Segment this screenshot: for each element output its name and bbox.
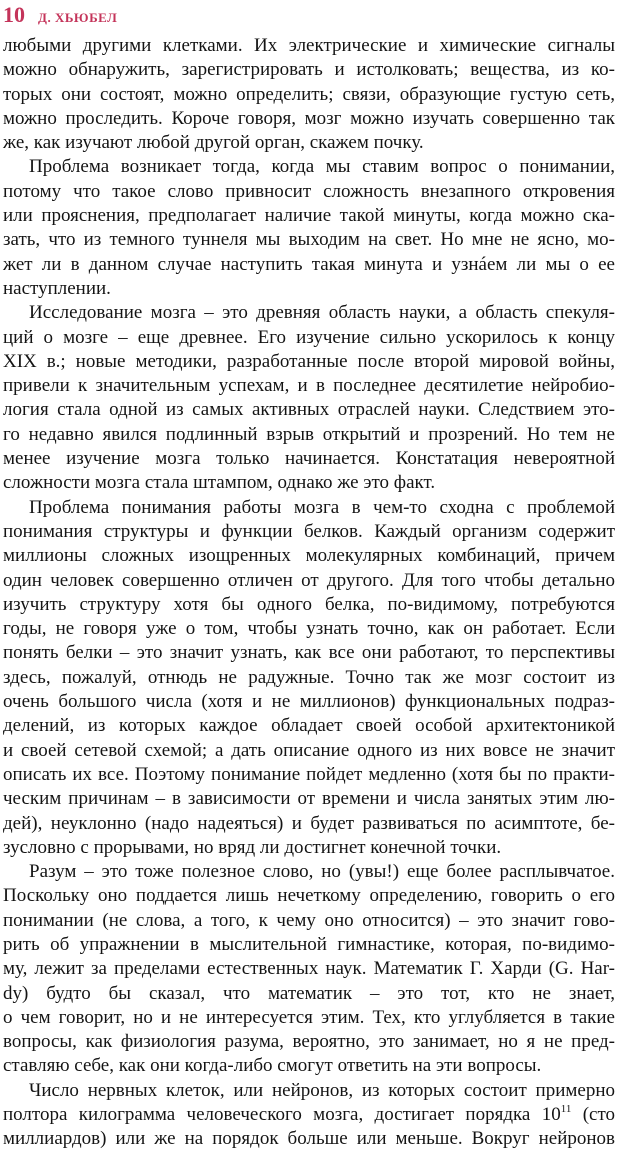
text-line: миллионы сложных изощренных молекулярных комбинаций, причем [3,545,615,567]
text-line: один человек совершенно отличен от другого. Для того чтобы детально [3,569,615,591]
text-line: Поскольку оно поддается лишь нечеткому определению, говорить о его [3,885,615,907]
text-line: dy) будто бы сказал, что математик – это тот, кто не знает, [3,982,615,1004]
page-number: 10 [3,2,25,27]
text-line: или прояснения, предполагает наличие такой минуты, когда можно ска- [3,205,615,227]
text-line: торых они состоят, можно определить; связи, образующие густую сеть, [3,83,615,105]
text-line: логия стала одной из самых активных отраслей науки. Следствием это- [3,399,615,421]
text-line: Число нервных клеток, или нейронов, из которых состоит примерно [29,1079,615,1101]
exponent-power: 11 [560,1103,572,1116]
text-line: понимании (не слова, а того, к чему оно относится) – это значит гово- [3,909,615,931]
text-line: делений, из которых каждое обладает своей особой архитектоникой [3,715,615,737]
text-line: очень большого числа (хотя и не миллионов) функциональных подраз- [3,691,615,713]
text-line: сложности мозга стала штампом, однако же это факт. [3,472,436,494]
text-line: можно обнаружить, зарегистрировать и истолковать; вещества, из ко- [3,59,615,81]
text-line: ций о мозге – еще древнее. Его изучение сильно ускорилось к концу [3,326,615,348]
text-line: наступлении. [3,277,111,299]
line-text-tail: (сто [582,1104,616,1126]
text-line: можно проследить. Короче говоря, мозг можно изучать совершенно так [3,107,615,129]
text-line: ставляю себе, как они когда-либо смогут ответить на эти вопросы. [3,1055,542,1077]
text-line: Разум – это тоже полезное слово, но (увы!) еще более расплывчатое. [29,861,615,883]
text-line: Проблема возникает тогда, когда мы ставим вопрос о понимании, [29,156,615,178]
text-line: здесь, пожалуй, отнюдь не радужные. Точно так же мозг состоит из [3,666,615,688]
exponent-base: 10 [541,1104,561,1126]
text-line: му, лежит за пределами естественных наук. Математик Г. Харди (G. Har- [3,958,615,980]
text-line: понять белки – это значит узнать, как все они работают, то перспективы [3,642,615,664]
text-line: привели к значительным успехам, и в последнее десятилетие нейробио- [3,375,615,397]
text-line: любыми другими клетками. Их электрические и химические сигналы [3,35,615,56]
text-line: Проблема понимания работы мозга в чем-то сходна с проблемой [29,496,615,518]
text-line: описать их все. Поэтому понимание пойдет медленно (хотя бы по практи- [3,763,615,785]
text-line: Исследование мозга – это древняя область науки, а область спекуля- [29,302,615,324]
text-line: зать, что из темного туннеля мы выходим на свет. Но мне не ясно, мо- [3,229,615,251]
text-line: миллиардов) или же на порядок больше или меньше. Вокруг нейронов [3,1128,615,1150]
text-line: жет ли в данном случае наступить такая минута и узнáем ли мы о ее [3,253,615,275]
text-line: изучить структуру хотя бы одного белка, по-видимому, потребуются [3,593,615,615]
running-head-author: Д. ХЬЮБЕЛ [38,10,118,25]
running-head [3,4,117,26]
text-line: понимания структуры и функции белков. Каждый организм содержит [3,520,615,542]
line-text: полтора килограмма человеческого мозга, достигает порядка [3,1104,531,1126]
body-text [3,34,615,1152]
text-line: рить об упражнении в мыслительной гимнастике, которая, по-видимо- [3,933,615,955]
text-line: го недавно явился подлинный взрыв открытий и прозрений. Но тем не [3,423,615,445]
text-line: вопросы, как физиология разума, вероятно, это занимает, но я не пред- [3,1031,615,1053]
text-line: зусловно с прорывами, но вряд ли достигнет конечной точки. [3,836,502,858]
text-line: ческим причинам – в зависимости от времени и числа занятых этим лю- [3,788,615,810]
text-line: потому что такое слово привносит сложность внезапного откровения [3,180,615,202]
text-line: же, как изучают любой другой орган, скажем почку. [3,132,424,154]
text-line: годы, не говоря уже о том, чтобы узнать точно, как он работает. Если [3,618,615,640]
text-line: и своей сетевой схемой; а дать описание одного из них вовсе не значит [3,739,615,761]
text-line: XIX в.; новые методики, разработанные после второй мировой войны, [3,350,615,372]
text-line: дей), неуклонно (надо надеяться) и будет развиваться по асимптоте, бе- [3,812,615,834]
text-line: менее изучение мозга только начинается. Констатация невероятной [3,448,615,470]
text-line-with-exponent [3,1103,615,1127]
text-line: о чем говорит, но и не интересуется этим. Тех, кто углубляется в такие [3,1006,615,1028]
